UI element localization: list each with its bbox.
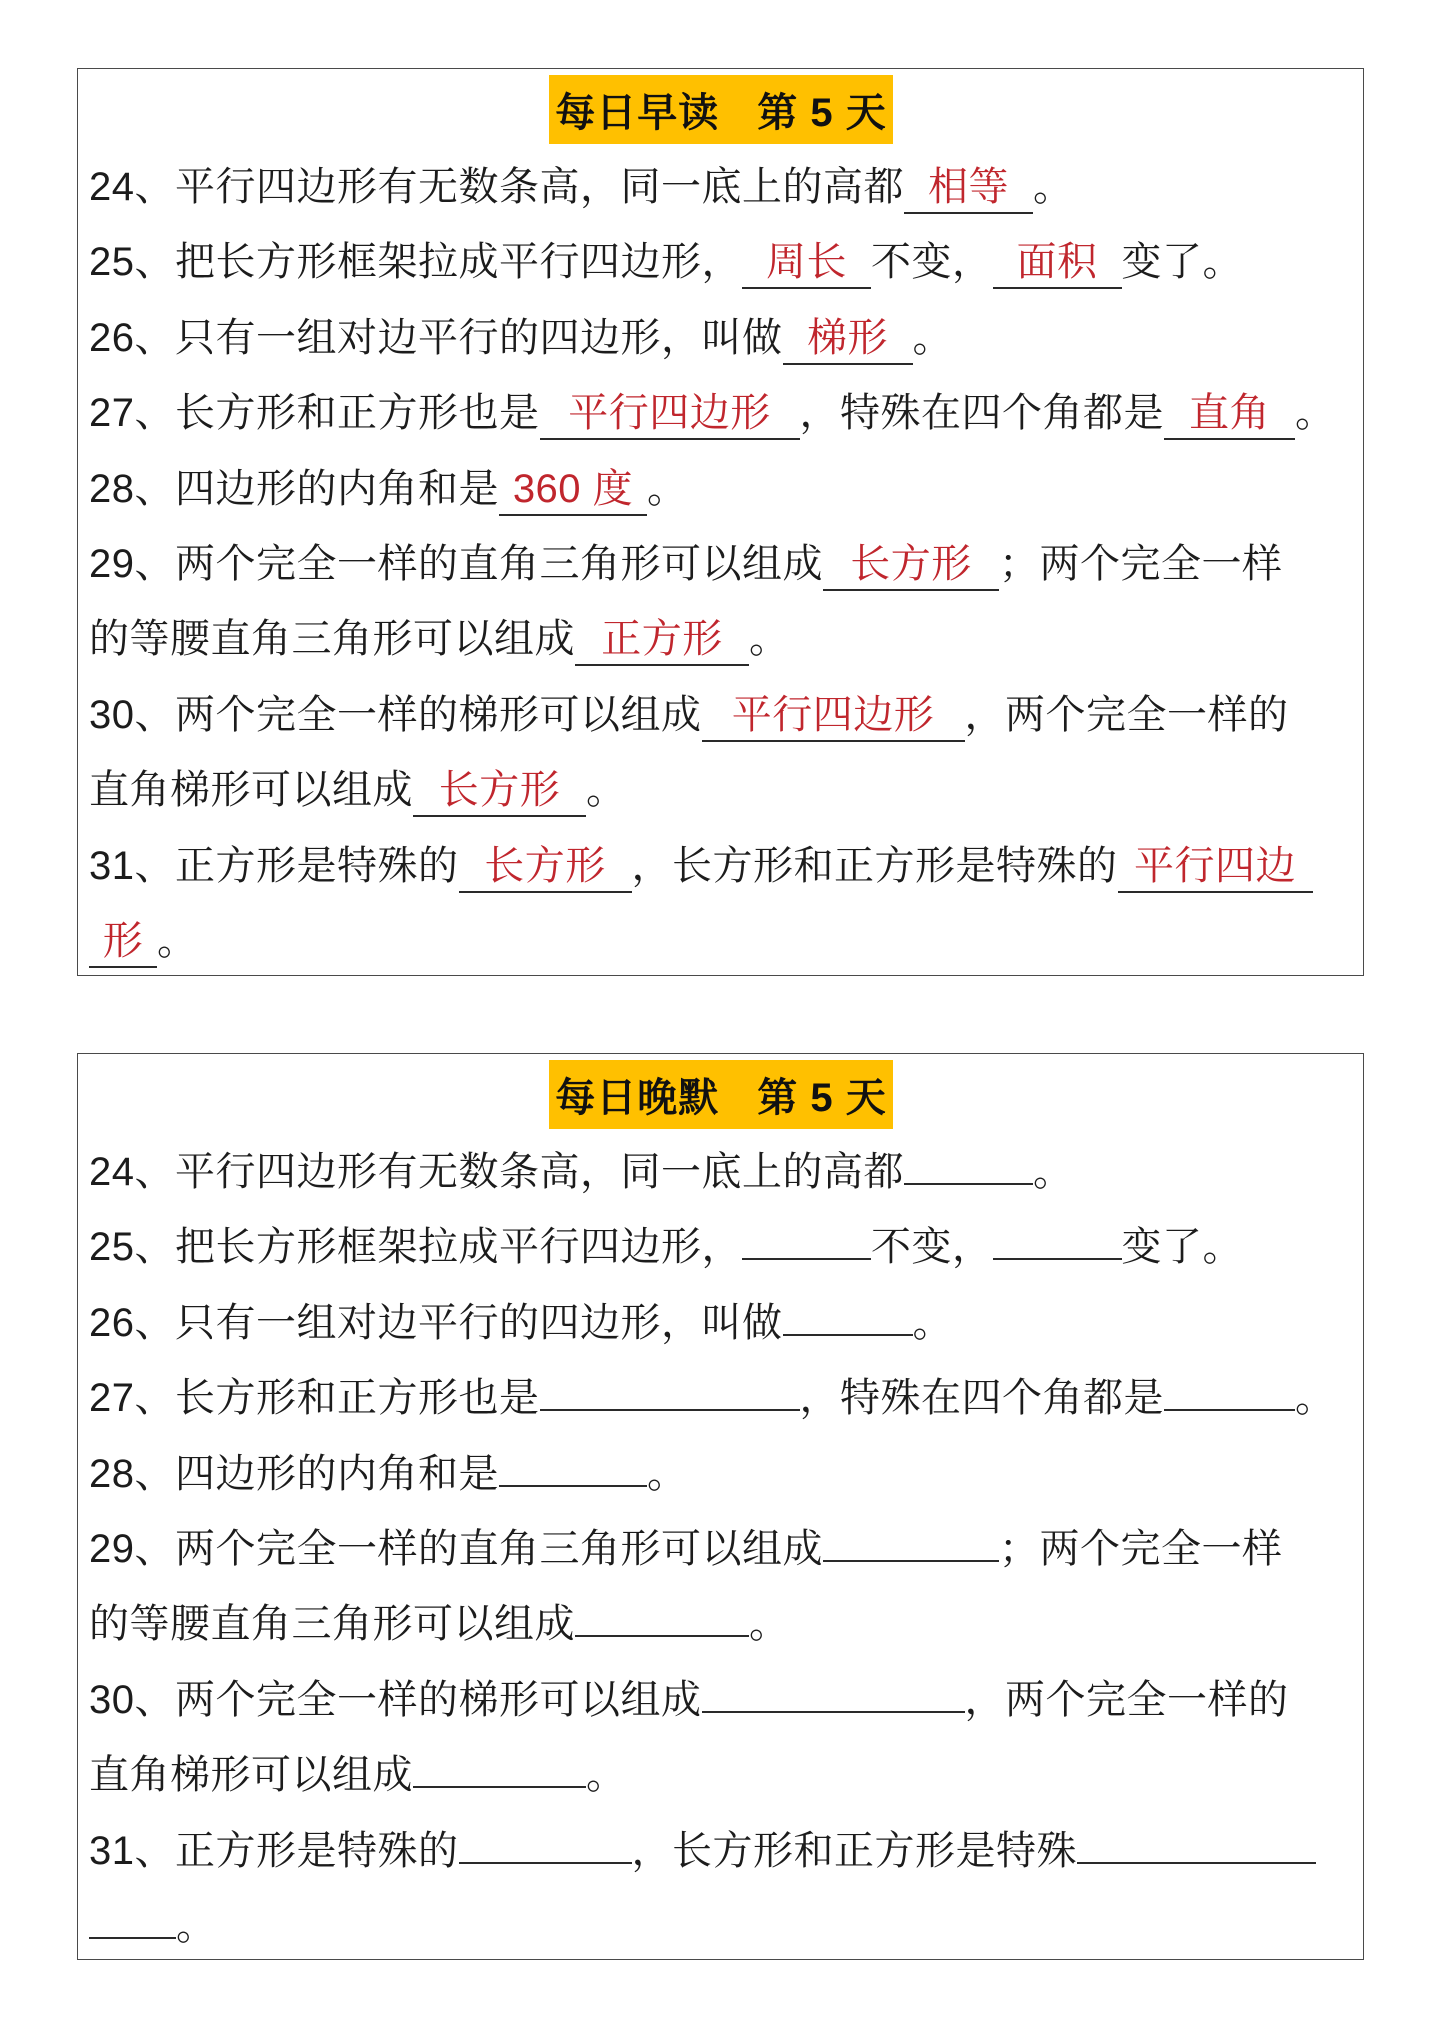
question-text: 。 bbox=[647, 1451, 688, 1496]
question-line bbox=[89, 1135, 1357, 1210]
morning-reading-card bbox=[77, 68, 1364, 976]
question-text: 30、两个完全一样的梯形可以组成 bbox=[89, 1677, 702, 1722]
question-text: 。 bbox=[912, 1300, 953, 1345]
answer-blank bbox=[742, 1210, 871, 1260]
question-text: 28、四边形的内角和是 bbox=[89, 466, 499, 511]
answer-blank-filled: 360 度 bbox=[499, 466, 647, 516]
answer-blank-filled: 形 bbox=[89, 918, 157, 968]
question-list bbox=[89, 150, 1357, 976]
answer-blank-filled: 正方形 bbox=[575, 616, 749, 666]
card-title-label: 每日晚默 bbox=[555, 1076, 720, 1120]
answer-blank bbox=[1164, 1361, 1295, 1411]
answer-blank-filled: 周长 bbox=[742, 239, 871, 289]
question-text: 不变， bbox=[871, 240, 993, 285]
question-text: 24、平行四边形有无数条高，同一底上的高都 bbox=[89, 1150, 904, 1194]
question-text: 变了。 bbox=[1121, 1225, 1243, 1270]
question-text: 的等腰直角三角形可以组成 bbox=[89, 617, 575, 662]
question-line bbox=[89, 150, 1357, 225]
answer-blank bbox=[575, 1587, 749, 1637]
evening-dictation-card bbox=[77, 1053, 1364, 1960]
question-line bbox=[89, 527, 1357, 602]
question-text: ；两个完全一样 bbox=[999, 541, 1283, 586]
question-text: 。 bbox=[586, 1753, 627, 1798]
question-line bbox=[89, 1361, 1357, 1436]
answer-blank-filled: 长方形 bbox=[459, 843, 632, 893]
question-list bbox=[89, 1135, 1357, 1960]
question-text: 。 bbox=[1033, 1150, 1074, 1194]
question-text: 26、只有一组对边平行的四边形，叫做 bbox=[89, 315, 783, 360]
answer-blank-filled: 平行四边形 bbox=[702, 692, 965, 742]
question-line bbox=[89, 1738, 1357, 1813]
question-text: 。 bbox=[749, 1602, 790, 1647]
card-title bbox=[549, 1060, 893, 1129]
question-text: 。 bbox=[912, 315, 953, 360]
question-line bbox=[89, 1437, 1357, 1512]
answer-blank-filled: 平行四边形 bbox=[540, 390, 800, 440]
question-text: ，特殊在四个角都是 bbox=[799, 1376, 1164, 1421]
question-line bbox=[89, 1512, 1357, 1587]
question-text: 。 bbox=[157, 918, 198, 963]
answer-blank bbox=[499, 1437, 647, 1487]
question-text: 。 bbox=[749, 617, 790, 662]
question-line bbox=[89, 678, 1357, 753]
answer-blank bbox=[904, 1135, 1033, 1185]
answer-blank-filled: 直角 bbox=[1164, 390, 1295, 440]
card-title bbox=[549, 75, 893, 144]
question-text: 。 bbox=[647, 466, 688, 511]
question-line bbox=[89, 225, 1357, 300]
question-text: 31、正方形是特殊的 bbox=[89, 843, 459, 888]
answer-blank bbox=[823, 1512, 999, 1562]
answer-blank-filled: 长方形 bbox=[823, 541, 999, 591]
answer-blank-filled: 平行四边 bbox=[1118, 843, 1313, 893]
answer-blank bbox=[783, 1286, 913, 1336]
question-line bbox=[89, 829, 1357, 904]
question-line bbox=[89, 1587, 1357, 1662]
question-text: 。 bbox=[586, 768, 627, 813]
question-text: 。 bbox=[1295, 1376, 1336, 1421]
card-title-day: 第 5 天 bbox=[757, 91, 887, 135]
question-text: 29、两个完全一样的直角三角形可以组成 bbox=[89, 541, 823, 586]
card-title-label: 每日早读 bbox=[555, 91, 720, 135]
question-line bbox=[89, 1210, 1357, 1285]
question-text: ；两个完全一样 bbox=[999, 1526, 1283, 1571]
answer-blank bbox=[413, 1738, 586, 1788]
card-title-day: 第 5 天 bbox=[757, 1076, 887, 1120]
answer-blank-filled: 面积 bbox=[993, 239, 1122, 289]
question-text: 的等腰直角三角形可以组成 bbox=[89, 1602, 575, 1647]
question-text: 27、长方形和正方形也是 bbox=[89, 1376, 540, 1421]
question-text: 25、把长方形框架拉成平行四边形， bbox=[89, 240, 742, 285]
answer-blank bbox=[993, 1210, 1122, 1260]
question-line bbox=[89, 1286, 1357, 1361]
question-line bbox=[89, 1889, 1357, 1960]
question-line bbox=[89, 602, 1357, 677]
question-text: ，两个完全一样的 bbox=[964, 1677, 1289, 1722]
question-text: 31、正方形是特殊的 bbox=[89, 1828, 459, 1873]
answer-blank-filled: 长方形 bbox=[413, 767, 586, 817]
question-text: 直角梯形可以组成 bbox=[89, 1753, 413, 1798]
question-text: ，长方形和正方形是特殊的 bbox=[631, 843, 1118, 888]
question-line bbox=[89, 904, 1357, 976]
question-text: 25、把长方形框架拉成平行四边形， bbox=[89, 1225, 742, 1270]
question-line bbox=[89, 1814, 1357, 1889]
answer-blank-filled: 相等 bbox=[904, 164, 1033, 214]
question-text: 28、四边形的内角和是 bbox=[89, 1451, 499, 1496]
question-text: 直角梯形可以组成 bbox=[89, 768, 413, 813]
question-line bbox=[89, 1663, 1357, 1738]
question-text: 30、两个完全一样的梯形可以组成 bbox=[89, 692, 702, 737]
question-text: 27、长方形和正方形也是 bbox=[89, 391, 540, 436]
question-text: ，长方形和正方形是特殊 bbox=[631, 1828, 1077, 1873]
answer-blank-filled: 梯形 bbox=[783, 315, 913, 365]
question-text: 。 bbox=[1295, 391, 1336, 436]
question-line bbox=[89, 452, 1357, 527]
question-text: 变了。 bbox=[1121, 240, 1243, 285]
question-line bbox=[89, 301, 1357, 376]
question-line bbox=[89, 376, 1357, 451]
question-text: ，两个完全一样的 bbox=[964, 692, 1289, 737]
question-text: 。 bbox=[1033, 165, 1074, 209]
answer-blank bbox=[459, 1814, 632, 1864]
question-text: 26、只有一组对边平行的四边形，叫做 bbox=[89, 1300, 783, 1345]
question-text: 29、两个完全一样的直角三角形可以组成 bbox=[89, 1526, 823, 1571]
question-line bbox=[89, 753, 1357, 828]
question-text: 24、平行四边形有无数条高，同一底上的高都 bbox=[89, 165, 904, 209]
answer-blank bbox=[702, 1663, 965, 1713]
answer-blank bbox=[89, 1889, 176, 1939]
question-text: 。 bbox=[176, 1903, 217, 1948]
question-text: 不变， bbox=[871, 1225, 993, 1270]
question-text: ，特殊在四个角都是 bbox=[799, 391, 1164, 436]
answer-blank bbox=[540, 1361, 800, 1411]
answer-blank bbox=[1077, 1814, 1316, 1864]
